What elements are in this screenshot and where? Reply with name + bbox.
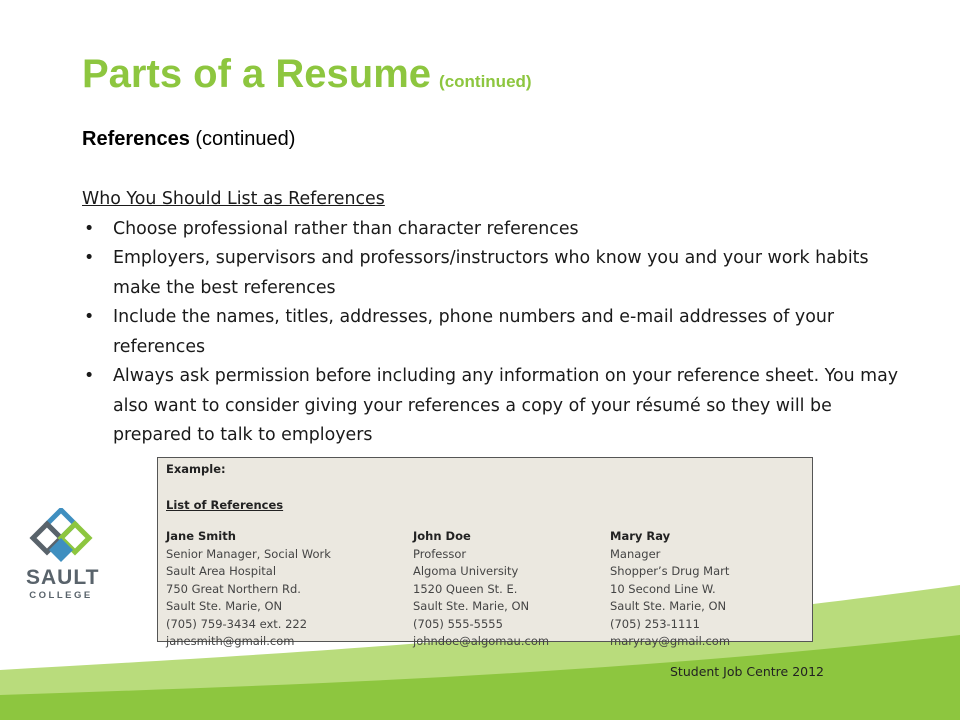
reference-phone: (705) 555-5555 xyxy=(413,616,503,631)
reference-phone: (705) 759-3434 ext. 222 xyxy=(166,616,308,631)
subheading: Who You Should List as References xyxy=(82,189,385,209)
reference-street: 10 Second Line W. xyxy=(610,581,716,596)
reference-city: Sault Ste. Marie, ON xyxy=(166,599,283,613)
logo-emblem-icon xyxy=(28,508,94,564)
section-heading-rest: (continued) xyxy=(189,128,296,150)
reference-street: 1520 Queen St. E. xyxy=(413,581,518,596)
reference-title: Professor xyxy=(413,546,467,561)
bullet-item: • Always ask permission before including any information on your reference sheet. You may also want to consider giving your references a copy of your résumé so they will be prepared to talk to employers xyxy=(82,362,902,451)
reference-name: Jane Smith xyxy=(166,529,236,543)
reference-title: Manager xyxy=(610,546,661,561)
reference-street: 750 Great Northern Rd. xyxy=(166,581,301,596)
title-suffix: (continued) xyxy=(439,72,532,91)
reference-card xyxy=(413,528,549,651)
sault-college-logo xyxy=(26,508,100,601)
reference-email: maryray@gmail.com xyxy=(610,634,731,648)
bullet-item: • Choose professional rather than character references xyxy=(82,215,902,245)
section-heading-bold: References xyxy=(82,128,190,150)
reference-card xyxy=(166,528,331,651)
logo-subtitle: COLLEGE xyxy=(29,590,93,601)
reference-organization: Sault Area Hospital xyxy=(166,564,277,578)
reference-organization: Algoma University xyxy=(413,564,519,578)
reference-phone: (705) 253-1111 xyxy=(610,616,700,631)
reference-email: janesmith@gmail.com xyxy=(166,634,295,648)
reference-name: Mary Ray xyxy=(610,529,671,543)
bullet-list xyxy=(82,215,902,451)
title-main: Parts of a Resume xyxy=(82,52,432,96)
reference-card xyxy=(610,528,730,651)
reference-example-box xyxy=(157,457,813,648)
reference-name: John Doe xyxy=(413,529,471,543)
reference-city: Sault Ste. Marie, ON xyxy=(413,599,530,613)
bullet-item: • Employers, supervisors and professors/instructors who know you and your work habits make the best references xyxy=(82,244,902,303)
reference-organization: Shopper’s Drug Mart xyxy=(610,564,730,578)
reference-title: Senior Manager, Social Work xyxy=(166,546,331,561)
bullet-item: • Include the names, titles, addresses, phone numbers and e-mail addresses of your references xyxy=(82,303,902,362)
reference-email: johndoe@algomau.com xyxy=(413,634,550,648)
section-heading xyxy=(82,128,295,151)
slide-body xyxy=(82,185,902,451)
reference-city: Sault Ste. Marie, ON xyxy=(610,599,727,613)
list-of-references-title: List of References xyxy=(166,498,284,512)
example-label: Example: xyxy=(166,462,226,476)
footer-text: Student Job Centre 2012 xyxy=(670,664,825,679)
slide-title xyxy=(82,52,532,97)
logo-wordmark: SAULT xyxy=(26,566,100,589)
